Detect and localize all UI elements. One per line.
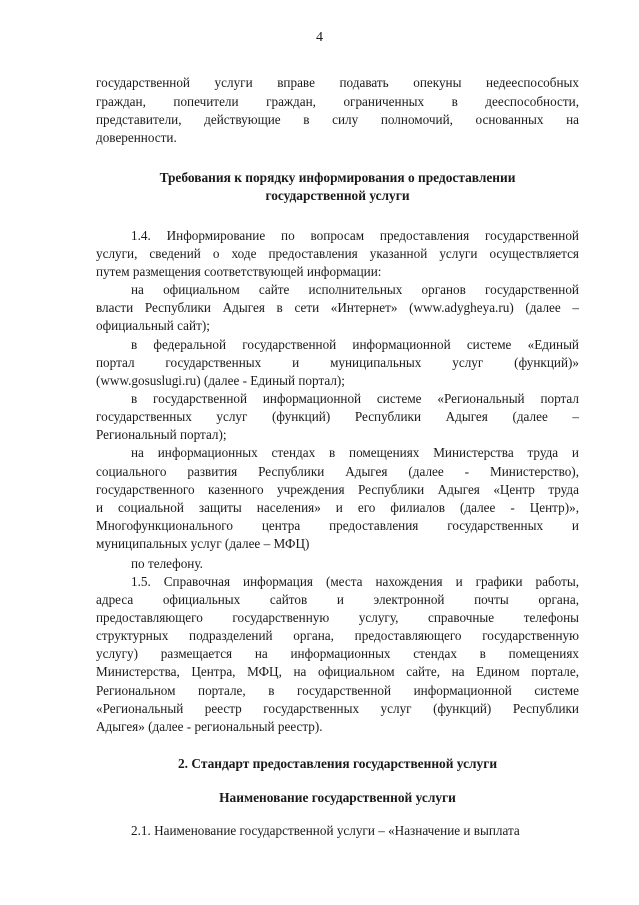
page-number: 4 xyxy=(316,30,323,45)
paragraph-line: и социальной защиты населения» и его филиалов (далее - Центр)», xyxy=(96,500,579,515)
paragraph-line: власти Республики Адыгея в сети «Интернет» (www.adygheya.ru) (далее – xyxy=(96,300,579,315)
paragraph-line: структурных подразделений органа, предоставляющего государственную xyxy=(96,628,579,643)
paragraph-line: государственного казенного учреждения Республики Адыгея «Центр труда xyxy=(96,482,579,497)
paragraph-line: Региональный портал); xyxy=(96,427,227,442)
paragraph-line: по телефону. xyxy=(131,556,203,571)
paragraph-line: портал государственных и муниципальных услуг (функций)» xyxy=(96,355,579,370)
section-heading: Требования к порядку информирования о предоставлении xyxy=(159,170,516,185)
paragraph-line: «Региональный реестр государственных услуг (функций) Республики xyxy=(96,701,579,716)
paragraph-line: Министерства, Центра, МФЦ, на официальном сайте, на Едином портале, xyxy=(96,664,579,679)
section-heading: государственной услуги xyxy=(265,188,410,203)
paragraph-line: в федеральной государственной информационной системе «Единый xyxy=(131,337,579,352)
paragraph-line: 2.1. Наименование государственной услуги – «Назначение и выплата xyxy=(131,823,520,838)
paragraph-line: Адыгея» (далее - региональный реестр). xyxy=(96,719,323,734)
paragraph-line: государственных услуг (функций) Республики Адыгея (далее – xyxy=(96,409,579,424)
paragraph-line: путем размещения соответствующей информации: xyxy=(96,264,382,279)
section-heading: 2. Стандарт предоставления государственной услуги xyxy=(177,756,498,771)
paragraph-line: предоставляющего государственную услугу, справочные телефоны xyxy=(96,610,579,625)
paragraph-line: адреса официальных сайтов и электронной почты органа, xyxy=(96,592,579,607)
paragraph-line: официальный сайт); xyxy=(96,318,210,333)
section-heading: Наименование государственной услуги xyxy=(219,790,456,805)
paragraph-line: услуги, сведений о ходе предоставления указанной услуги осуществляется xyxy=(96,246,579,261)
paragraph-line: на официальном сайте исполнительных органов государственной xyxy=(131,282,579,297)
paragraph-line: представители, действующие в силу полномочий, основанных на xyxy=(96,112,579,127)
paragraph-line: социального развития Республики Адыгея (далее - Министерство), xyxy=(96,464,579,479)
paragraph-line: Региональном портале, в государственной информационной системе xyxy=(96,683,579,698)
paragraph-line: 1.4. Информирование по вопросам предоставления государственной xyxy=(131,228,579,243)
paragraph-line: услугу) размещается на информационных стендах в помещениях xyxy=(96,646,579,661)
paragraph-line: Многофункционального центра предоставления государственных и xyxy=(96,518,579,533)
paragraph-line: доверенности. xyxy=(96,130,177,145)
paragraph-line: государственной услуги вправе подавать опекуны недееспособных xyxy=(96,75,579,90)
paragraph-line: в государственной информационной системе «Региональный портал xyxy=(131,391,579,406)
paragraph-line: (www.gosuslugi.ru) (далее - Единый портал); xyxy=(96,373,345,388)
paragraph-line: на информационных стендах в помещениях Министерства труда и xyxy=(131,445,579,460)
paragraph-line: 1.5. Справочная информация (места нахождения и графики работы, xyxy=(131,574,579,589)
paragraph-line: муниципальных услуг (далее – МФЦ) xyxy=(96,536,310,551)
paragraph-line: граждан, попечители граждан, ограниченных в дееспособности, xyxy=(96,94,579,109)
